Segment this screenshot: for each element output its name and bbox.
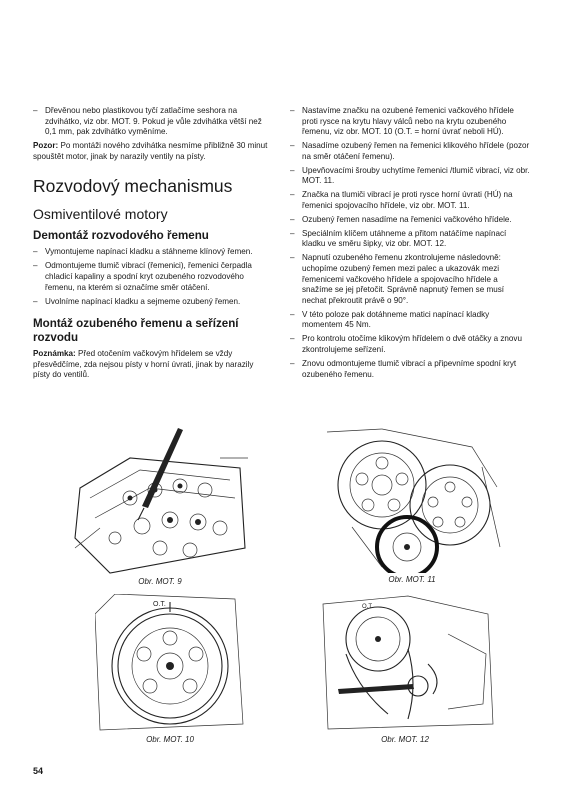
list-item: – V této poloze pak dotáhneme matici napínací kladky momentem 45 Nm. [290,310,530,331]
warning-label: Pozor: [33,141,59,151]
figure-mot-9 [70,428,250,581]
figure-mot-11 [322,427,502,578]
figure-mot-12 [318,594,496,737]
engine-valvetrain-illustration [70,428,250,576]
list-item: – Nastavíme značku na ozubené řemenici vačkového hřídele proti rysce na krytu hlavy válců nebo na krytu ozubeného řemenu, viz obr. MOT. 10 (O.T. = horní úvrať neboli HÚ). [290,106,530,138]
list-item: – Speciálním klíčem utáhneme a přitom natáčíme napínací kladku ve směru šipky, viz obr. MOT. 12. [290,229,530,250]
list-item: – Ozubený řemen nasadíme na řemenici vačkového hřídele. [290,215,530,226]
caption-mot-9: Obr. MOT. 9 [138,577,182,586]
section-title: Rozvodový mechanismus [33,176,233,197]
ot-mark-label: O.T. [153,601,166,608]
list-item: – Dřevěnou nebo plastikovou tyčí zatlačíme seshora na zdvihátko, viz obr. MOT. 9. Pokud je vůle zdvihátka větší než 0,1 mm, pak zdvihátko vyměníme. [33,106,271,138]
caption-mot-10: Obr. MOT. 10 [146,735,194,744]
warning-paragraph [33,141,271,162]
list-item: – Uvolníme napínací kladku a sejmeme ozubený řemen. [33,297,271,308]
list-item: – Pro kontrolu otočíme klikovým hřídelem o dvě otáčky a znovu zkontrolujeme seřízení. [290,334,530,355]
warning-text: Po montáži nového zdvihátka nesmíme přibližně 30 minut spouštět motor, jinak by narazily ventily na písty. [33,141,268,161]
note-paragraph [33,349,271,381]
cam-pulley-illustration [95,594,245,732]
montaz-steps-list [290,106,530,380]
list-item: – Nasadíme ozubený řemen na řemenici klikového hřídele (pozor na směr otáčení řemenu). [290,141,530,162]
ot-mark-label: O.T. [362,604,374,610]
figure-mot-10 [95,594,245,737]
note-label: Poznámka: [33,349,76,359]
list-item: – Napnutí ozubeného řemenu zkontrolujeme následovně: uchopíme ozubený řemen mezi palec a ukazovák mezi řemenicemi vačkového hřídele a spojovacího hřídele a snažíme se jej přetočit. Správně napnutý řemen se musí nechat překroutit právě o 90°. [290,253,530,306]
right-column [290,106,530,384]
caption-mot-11: Obr. MOT. 11 [388,575,436,584]
demontaz-list [33,247,271,307]
tensioner-adjustment-illustration [318,594,496,732]
list-item: – Odmontujeme tlumič vibrací (řemenici), řemenici čerpadla chladicí kapaliny a spodní kryt ozubeného rozvodového řemenu, na kterém si označíme směr otáčení. [33,261,271,293]
list-item: – Vymontujeme napínací kladku a stáhneme klínový řemen. [33,247,271,258]
list-item: – Značka na tlumiči vibrací je proti rysce horní úvrati (HÚ) na řemenici spojovacího hřídele, viz obr. MOT. 11. [290,190,530,211]
intro-list [33,106,271,138]
subsection-title: Osmiventilové motory [33,206,168,223]
note-text: Před otočením vačkovým hřídelem se vždy přesvědčíme, zda nejsou písty v horní úvrati, jinak by narazily písty do ventilů. [33,349,254,380]
left-column [33,106,271,389]
crankshaft-pulley-illustration [322,427,502,573]
caption-mot-12: Obr. MOT. 12 [381,735,429,744]
heading-demontaz: Demontáž rozvodového řemenu [33,229,209,243]
list-item: – Znovu odmontujeme tlumič vibrací a připevníme spodní kryt ozubeného řemenu. [290,359,530,380]
page-number: 54 [33,766,44,776]
list-item: – Upevňovacími šrouby uchytíme řemenici /tlumič vibrací, viz obr. MOT. 11. [290,166,530,187]
heading-montaz: Montáž ozubeného řemenu a seřízení rozvodu [33,317,239,345]
